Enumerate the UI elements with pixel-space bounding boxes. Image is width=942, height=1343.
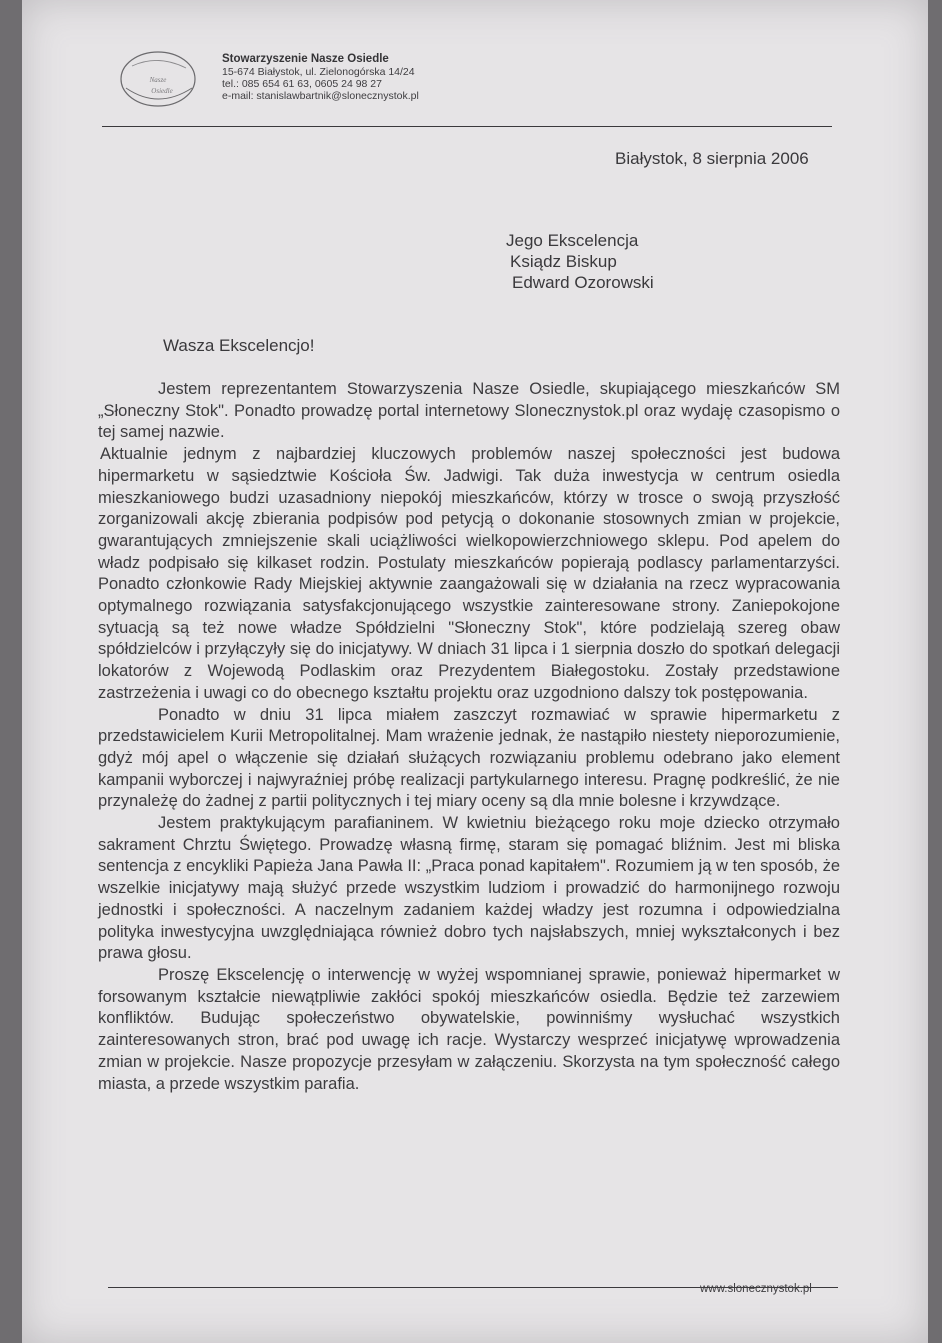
org-email: e-mail: stanislawbartnik@slonecznystok.pl <box>222 90 419 102</box>
association-logo <box>118 48 198 110</box>
logo-text-line2: Osiedle <box>151 87 173 95</box>
recipient-line: Ksiądz Biskup <box>510 252 617 271</box>
salutation: Wasza Ekscelencjo! <box>163 336 315 355</box>
header-divider <box>102 126 832 127</box>
org-name: Stowarzyszenie Nasze Osiedle <box>222 53 389 65</box>
org-phone: tel.: 085 654 61 63, 0605 24 98 27 <box>222 78 382 90</box>
body-paragraph: Jestem praktykującym parafianinem. W kwietniu bieżącego roku moje dziecko otrzymało sakrament Chrztu Świętego. Prowadzę własną firmę, staram się pomagać bliźnim. Jest mi bliska sentencja z encykliki Papieża Jana Pawła II: „Praca ponad kapitałem". Rozumiem ją w ten sposób, że wszelkie inicjatywy mają służyć przede wszystkim ludziom i prowadzić do harmonijnego rozwoju jednostki i społeczności. A naczelnym zadaniem każdej władzy jest rozumna i odpowiedzialna polityka inwestycyjna uwzględniająca również dobro tych najsłabszych, mniej wykształconych i bez prawa głosu. <box>98 814 840 963</box>
recipient-block <box>506 230 654 293</box>
body-paragraph: Proszę Ekscelencję o interwencję w wyżej wspomnianej sprawie, ponieważ hipermarket w forsowanym kształcie niewątpliwie zakłóci spokój mieszkańców osiedla. Będzie też zarzewiem konfliktów. Budując społeczeństwo obywatelskie, powinniśmy wysłuchać wszystkich zainteresowanych stron, brać pod uwagę ich racje. Wystarczy wesprzeć inicjatywę wprowadzenia zmian w projekcie. Nasze propozycje przesyłam w załączeniu. Skorzysta na tym społeczność całego miasta, a przede wszystkim parafia. <box>98 965 840 1093</box>
org-address: 15-674 Białystok, ul. Zielonogórska 14/24 <box>222 66 415 78</box>
letter-date: Białystok, 8 sierpnia 2006 <box>615 149 809 168</box>
letterhead <box>222 53 419 102</box>
letter-page <box>22 0 928 1343</box>
body-paragraph: Ponadto w dniu 31 lipca miałem zaszczyt rozmawiać w sprawie hipermarketu z przedstawicielem Kurii Metropolitalnej. Mam wrażenie jednak, że nastąpiło niestety nieporozumienie, gdyż mój apel o włączenie się działań służących rozwiązaniu problemu odebrano jako element kampanii wyborczej i najwyraźniej próbę realizacji partykularnego interesu. Pragnę podkreślić, że nie przynależę do żadnej z partii politycznych i tej miary oceny są dla mnie bolesne i krzywdzące. <box>98 705 840 811</box>
body-paragraph: Aktualnie jednym z najbardziej kluczowych problemów naszej społeczności jest budowa hipermarketu w sąsiedztwie Kościoła Św. Jadwigi. Tak duża inwestycja w centrum osiedla mieszkaniowego budzi uzasadniony niepokój mieszkańców, którzy w trosce o swoją przyszłość zorganizowali akcję zbierania podpisów pod petycją o dokonanie stosownych zmian w projekcie, gwarantujących zmniejszenie skali uciążliwości wielkopowierzchniowego sklepu. Pod apelem do władz podpisało się kilkaset rodzin. Postulaty mieszkańców popierają podlascy parlamentarzyści. Ponadto członkowie Rady Miejskiej aktywnie zaangażowali się w działania na rzecz wypracowania optymalnego rozwiązania satysfakcjonującego wszystkie zainteresowane strony. Zaniepokojone sytuacją są też nowe władze Spółdzielni "Słoneczny Stok", które podzielają szereg obaw spółdzielców i przyłączyły się do inicjatywy. W dniach 31 lipca i 1 sierpnia doszło do spotkań delegacji lokatorów z Wojewodą Podlaskim oraz Prezydentem Białegostoku. Zostały przedstawione zastrzeżenia i uwagi co do obecnego kształtu projektu oraz uzgodniono dalszy tok postępowania. <box>98 445 840 702</box>
logo-text-line1: Nasze <box>149 76 167 84</box>
footer-url: www.slonecznystok.pl <box>700 1283 812 1295</box>
recipient-line: Jego Ekscelencja <box>506 231 639 250</box>
recipient-line: Edward Ozorowski <box>512 273 654 292</box>
body-paragraph: Jestem reprezentantem Stowarzyszenia Nasze Osiedle, skupiającego mieszkańców SM „Słoneczny Stok". Ponadto prowadzę portal internetowy Slonecznystok.pl oraz wydaję czasopismo o tej samej nazwie. <box>98 380 840 442</box>
letter-body <box>98 379 840 1095</box>
